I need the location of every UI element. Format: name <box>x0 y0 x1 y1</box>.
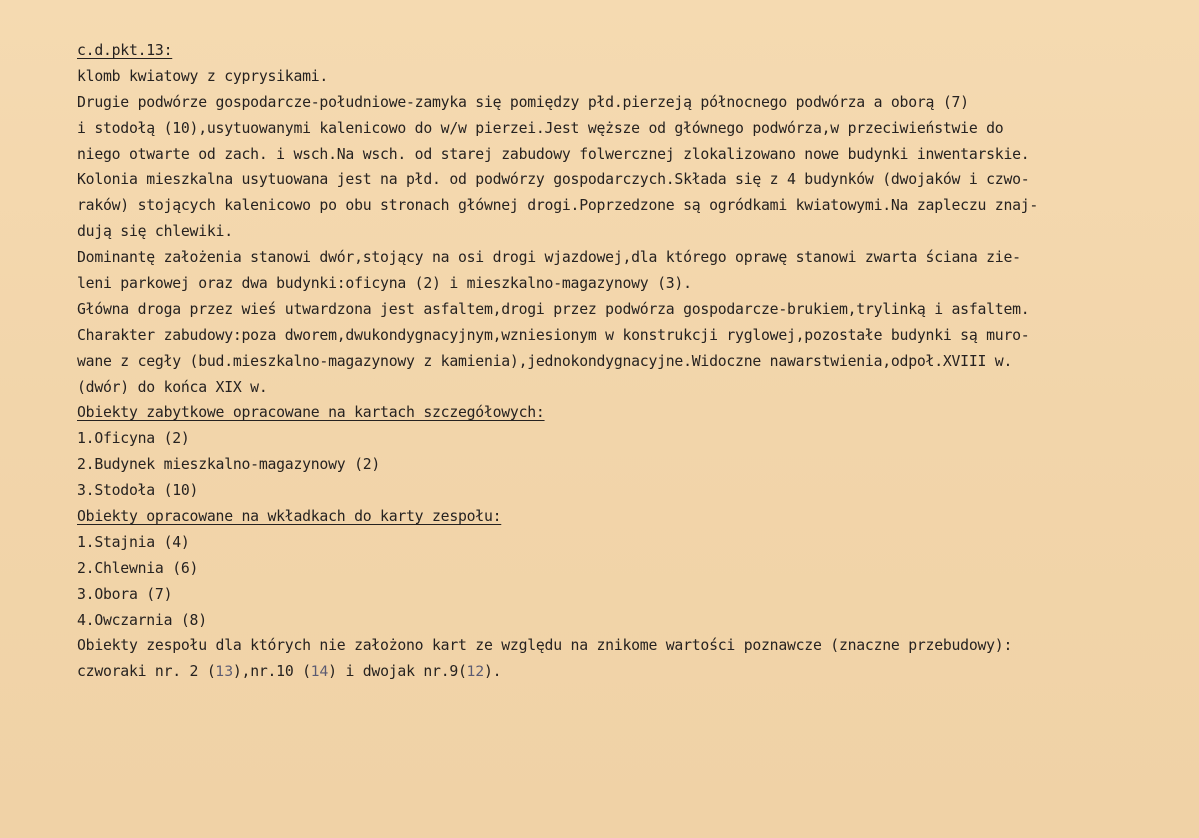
list-item: 3.Obora (7) <box>77 585 173 603</box>
list-item: 1.Oficyna (2) <box>77 430 190 448</box>
text-line: Dominantę założenia stanowi dwór,stojący na osi drogi wjazdowej,dla którego oprawę stanowi zwarta ściana zie- <box>77 249 1021 267</box>
handwritten-number: 13 <box>215 664 233 681</box>
text-line: Drugie podwórze gospodarcze-południowe-zamyka się pomiędzy płd.pierzeją północnego podwórza a oborą (7) <box>77 93 969 111</box>
text-line: Charakter zabudowy:poza dworem,dwukondygnacyjnym,wzniesionym w konstrukcji ryglowej,pozostałe budynki są muro- <box>77 326 1030 344</box>
list-heading-inserts: Obiekty opracowane na wkładkach do karty zespołu: <box>77 508 502 526</box>
list-item: 2.Budynek mieszkalno-magazynowy (2) <box>77 456 381 474</box>
handwritten-number: 12 <box>466 664 485 681</box>
list-item: 2.Chlewnia (6) <box>77 559 199 577</box>
text-line: klomb kwiatowy z cyprysikami. <box>77 67 329 85</box>
text-line: dują się chlewiki. <box>77 223 233 241</box>
list-item: 4.Owczarnia (8) <box>77 611 207 629</box>
text-line: Kolonia mieszkalna usytuowana jest na płd. od podwórzy gospodarczych.Składa się z 4 budynków (dwojaków i czwo- <box>77 171 1030 189</box>
text-line: niego otwarte od zach. i wsch.Na wsch. od starej zabudowy folwercznej zlokalizowano nowe budynki inwentarskie. <box>77 145 1030 163</box>
section-heading: c.d.pkt.13: <box>77 42 173 59</box>
list-heading-detailed-cards: Obiekty zabytkowe opracowane na kartach szczegółowych: <box>77 404 545 422</box>
text-line-last: czworaki nr. 2 (13),nr.10 (14) i dwojak nr.9(12). <box>77 663 502 681</box>
text-line: leni parkowej oraz dwa budynki:oficyna (2) i mieszkalno-magazynowy (3). <box>77 275 692 293</box>
text-line: raków) stojących kalenicowo po obu stronach głównej drogi.Poprzedzone są ogródkami kwiatowymi.Na zapleczu znaj- <box>77 197 1039 215</box>
typewritten-text <box>77 38 1187 685</box>
text-line: Główna droga przez wieś utwardzona jest asfaltem,drogi przez podwórza gospodarcze-brukiem,trylinką i asfaltem. <box>77 300 1030 318</box>
list-item: 1.Stajnia (4) <box>77 533 190 551</box>
text-line: i stodołą (10),usytuowanymi kalenicowo do w/w pierzei.Jest węższe od głównego podwórza,w przeciwieństwie do <box>77 119 1004 137</box>
list-item: 3.Stodoła (10) <box>77 482 199 500</box>
text-line: (dwór) do końca XIX w. <box>77 378 268 396</box>
text-line: Obiekty zespołu dla których nie założono kart ze względu na znikome wartości poznawcze (znaczne przebudowy): <box>77 637 1013 655</box>
text-line: wane z cegły (bud.mieszkalno-magazynowy z kamienia),jednokondygnacyjne.Widoczne nawarstwienia,odpoł.XVIII w. <box>77 352 1013 370</box>
handwritten-number: 14 <box>310 664 329 681</box>
